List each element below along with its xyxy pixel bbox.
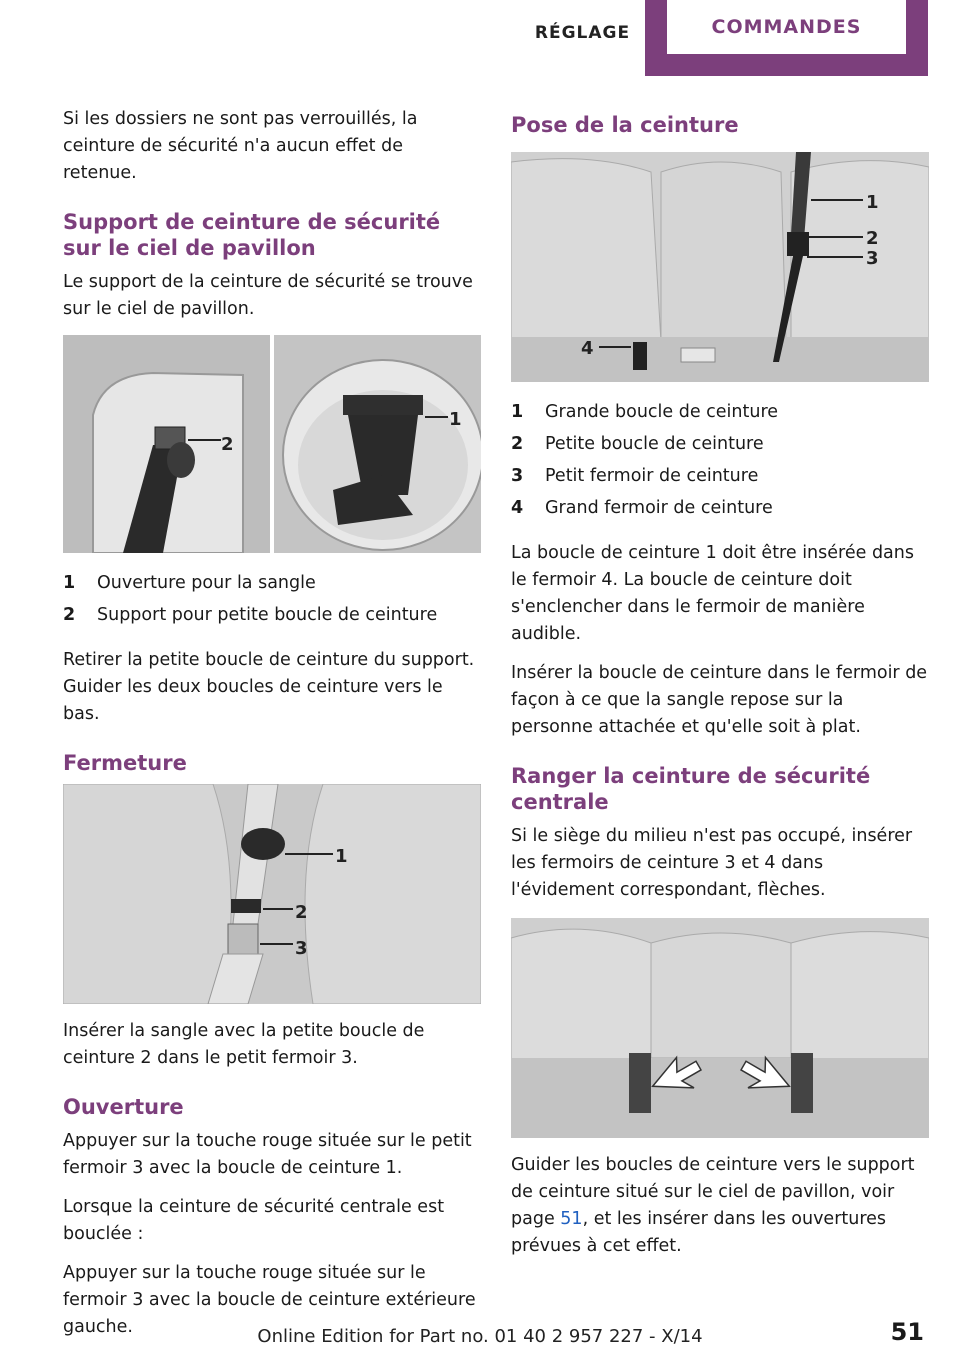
list-item-text: Ouverture pour la sangle (97, 573, 316, 593)
figure-roof-support (63, 335, 481, 553)
figure3-label-3: 3 (866, 248, 879, 269)
insert-buckle-paragraph: La boucle de ceinture 1 doit être insérée dans le fermoir 4. La boucle de ceinture doit s'enclencher dans le fermoir de manière audible. (511, 543, 914, 644)
insert-strap-paragraph: Insérer la sangle avec la petite boucle de ceinture 2 dans le petit fermoir 3. (63, 1021, 425, 1068)
list-pose-parts (511, 396, 929, 524)
figure2-label-1: 1 (335, 846, 348, 867)
list-item (511, 460, 929, 492)
page-number: 51 (890, 1318, 924, 1346)
list-item-number: 1 (511, 402, 524, 422)
figure3-label-2: 2 (866, 228, 879, 249)
list-item-number: 2 (63, 605, 76, 625)
guide-buckles-text-before: Guider les boucles de ceinture vers le support de ceinture situé sur le ciel de pavillon, voir page (511, 1155, 915, 1229)
figure1-label-1: 1 (449, 409, 462, 430)
list-item (511, 492, 929, 524)
figure-ranger (511, 918, 929, 1138)
section-title-support: Support de ceinture de sécurité sur le ciel de pavillon (63, 210, 441, 260)
section-title-ouverture: Ouverture (63, 1095, 184, 1119)
list-item (511, 428, 929, 460)
ranger-illustration (511, 918, 929, 1138)
left-column (63, 106, 481, 1353)
figure2-label-2: 2 (295, 902, 308, 923)
tab-commandes[interactable] (645, 0, 928, 76)
guide-buckles-text-after: , et les insérer dans les ouvertures prévues à cet effet. (511, 1209, 887, 1256)
list-item-text: Support pour petite boucle de ceinture (97, 605, 438, 625)
flat-strap-paragraph: Insérer la boucle de ceinture dans le fermoir de façon à ce que la sangle repose sur la personne attachée et qu'elle soit à plat. (511, 663, 928, 737)
figure-pose (511, 152, 929, 382)
page-link[interactable]: 51 (560, 1209, 583, 1229)
footer-edition: Online Edition for Part no. 01 40 2 957 227 - X/14 (257, 1326, 703, 1347)
list-item-text: Petit fermoir de ceinture (545, 466, 759, 486)
list-support-parts (63, 567, 481, 631)
list-item-text: Grand fermoir de ceinture (545, 498, 773, 518)
section-title-ranger: Ranger la ceinture de sécurité centrale (511, 764, 871, 814)
central-belt-paragraph: Lorsque la ceinture de sécurité centrale est bouclée : (63, 1197, 445, 1244)
figure3-label-1: 1 (866, 192, 879, 213)
list-item-text: Grande boucle de ceinture (545, 402, 779, 422)
figure1-label-2: 2 (221, 434, 234, 455)
pose-illustration (511, 152, 929, 382)
press-red-button-left-paragraph: Appuyer sur la touche rouge située sur le fermoir 3 avec la boucle de ceinture extérieure gauche. (63, 1263, 476, 1337)
list-item-number: 2 (511, 434, 524, 454)
list-item-number: 4 (511, 498, 524, 518)
tab-reglage[interactable]: RÉGLAGE (534, 23, 631, 43)
figure2-label-3: 3 (295, 938, 308, 959)
list-item-number: 1 (63, 573, 76, 593)
section-title-pose: Pose de la ceinture (511, 113, 739, 137)
list-item (63, 567, 481, 599)
support-paragraph: Le support de la ceinture de sécurité se trouve sur le ciel de pavillon. (63, 272, 473, 319)
list-item (63, 599, 481, 631)
remove-buckle-paragraph: Retirer la petite boucle de ceinture du support. Guider les deux boucles de ceinture vers le bas. (63, 650, 475, 724)
section-title-fermeture: Fermeture (63, 751, 187, 775)
press-red-button-paragraph: Appuyer sur la touche rouge située sur le petit fermoir 3 avec la boucle de ceinture 1. (63, 1131, 472, 1178)
tab-commandes-label: COMMANDES (667, 0, 906, 54)
right-column (511, 106, 929, 1272)
list-item-text: Petite boucle de ceinture (545, 434, 764, 454)
list-item-number: 3 (511, 466, 524, 486)
figure3-label-4: 4 (581, 338, 594, 359)
figure-fermeture (63, 784, 481, 1004)
roof-support-illustration (63, 335, 481, 553)
guide-buckles-paragraph (511, 1152, 929, 1260)
store-buckles-paragraph: Si le siège du milieu n'est pas occupé, insérer les fermoirs de ceinture 3 et 4 dans l'évidement correspondant, flèches. (511, 826, 913, 900)
list-item (511, 396, 929, 428)
intro-paragraph: Si les dossiers ne sont pas verrouillés, la ceinture de sécurité n'a aucun effet de retenue. (63, 109, 418, 183)
fermeture-illustration (63, 784, 481, 1004)
